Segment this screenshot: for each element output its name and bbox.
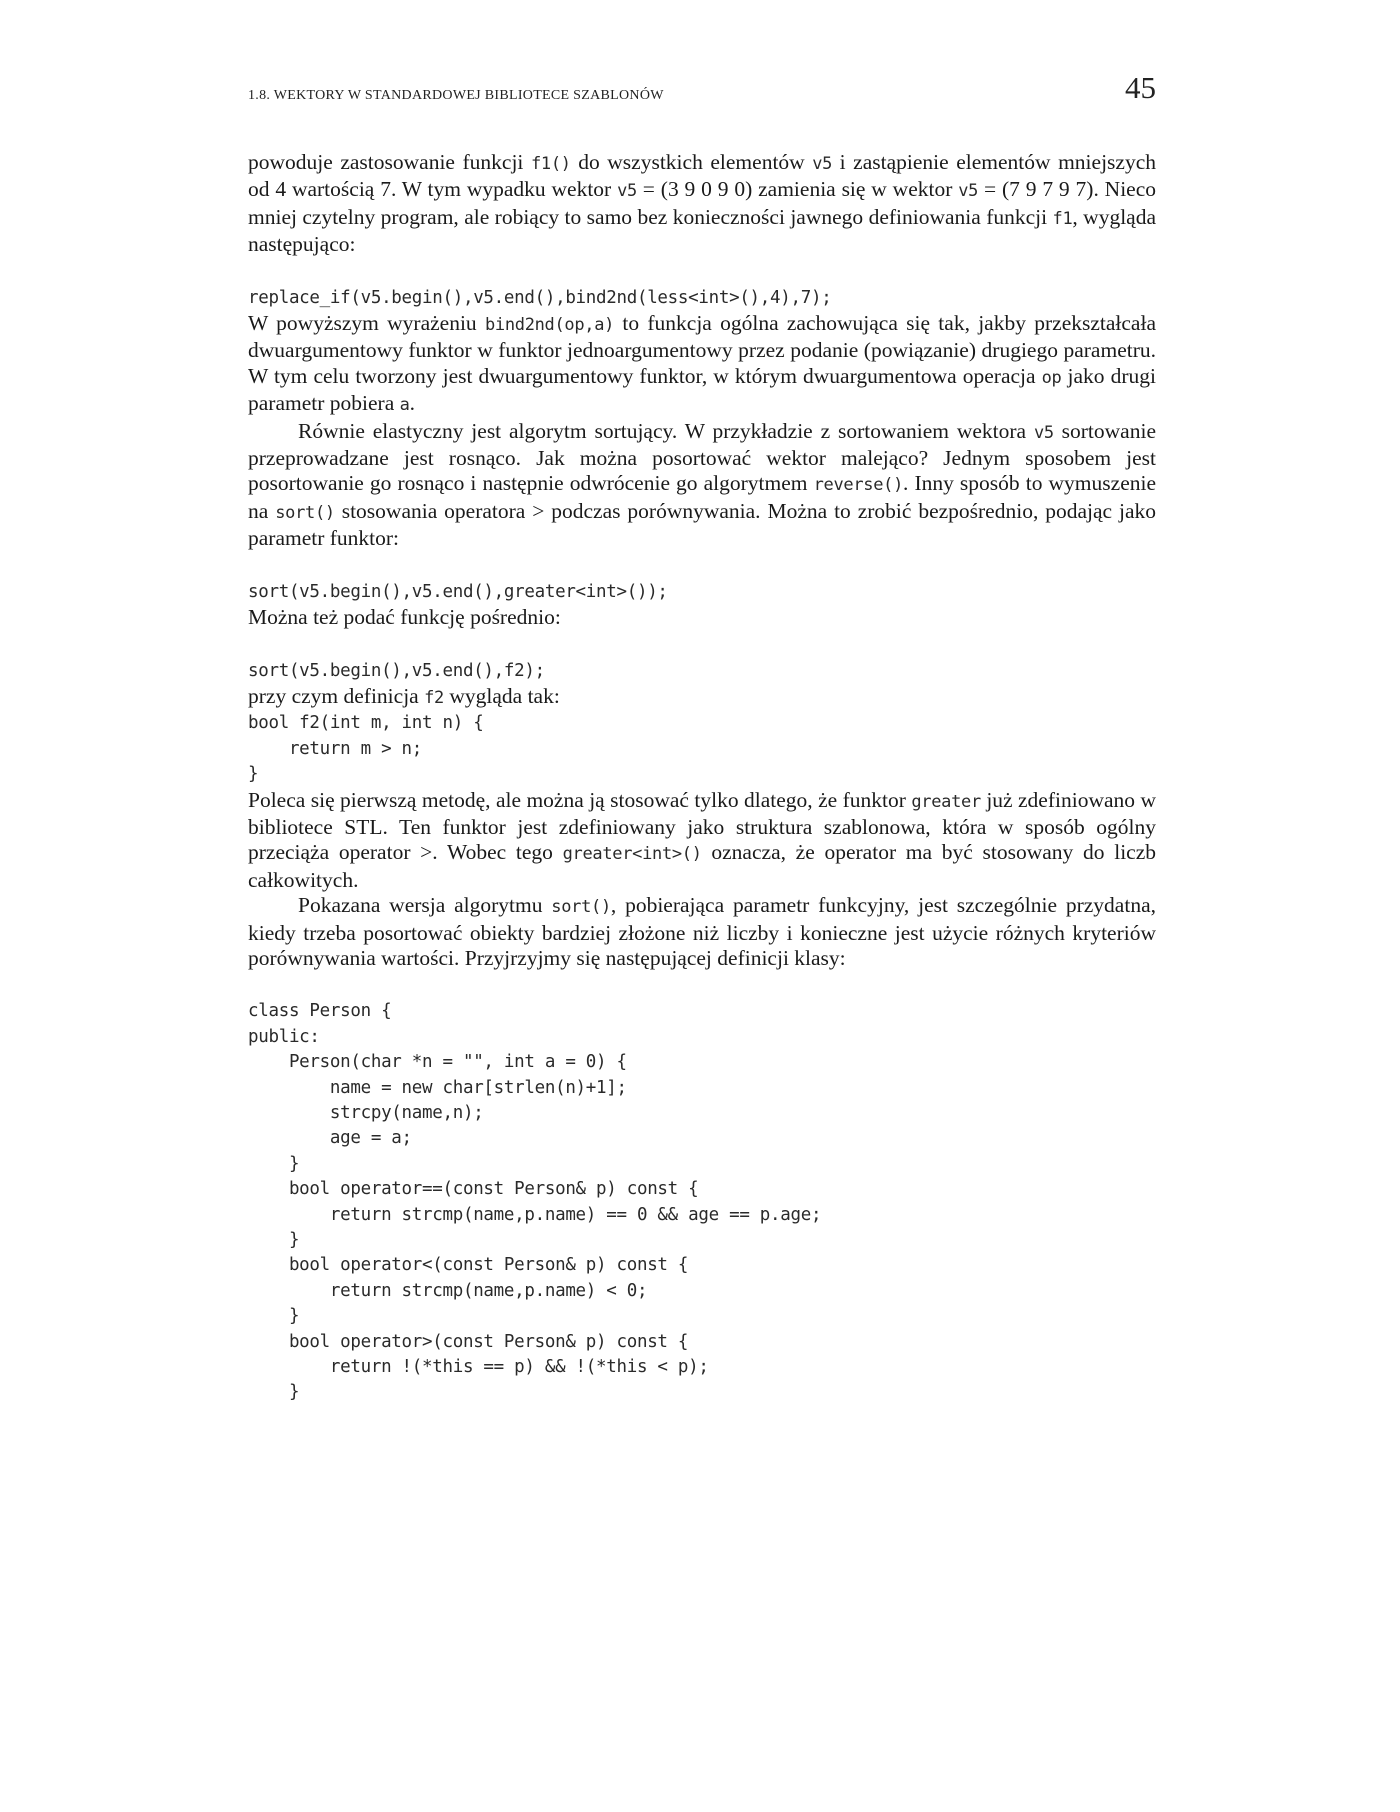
inline-code: v5 [617, 181, 637, 202]
code-block-sort-greater: sort(v5.begin(),v5.end(),greater<int>()); [248, 581, 668, 602]
inline-code: bind2nd(op,a) [484, 315, 615, 336]
inline-code: greater [911, 791, 981, 812]
inline-code: f2 [424, 687, 444, 708]
code-block-person-class: class Person { public: Person(char *n = "", int a = 0) { name = new char[strlen(n)+1]; strcpy(name,n); age = a; } bool operator==(const Person& p) const { return strcmp(name,p.name) == 0 && age == p.age; } bool operator<(const Person& p) const { return strcmp(name,p.name) < 0; } bool operator>(const Person& p) const { return !(*this == p) && !(*this < p); } [248, 1001, 822, 1403]
paragraph-2: W powyższym wyrażeniu bind2nd(op,a) to funkcja ogólna zachowująca się tak, jakby przekształcała dwuargumentowy funktor w funktor jednoargumentowy przez podanie (powiązanie) drugiego parametru. W tym celu tworzony jest dwuargumentowy funktor, w którym dwuargumentowa operacja op jako drugi parametr pobiera a. [248, 311, 1156, 416]
running-head: 1.8. WEKTORY W STANDARDOWEJ BIBLIOTECE SZABLONÓW [248, 88, 664, 103]
inline-code: v5 [1033, 422, 1054, 443]
inline-code: f1() [530, 154, 571, 174]
page-number: 45 [1125, 70, 1156, 105]
inline-code: v5 [812, 154, 833, 174]
inline-code: a [399, 395, 410, 416]
paragraph-1: powoduje zastosowanie funkcji f1() do wszystkich elementów v5 i zastąpienie elementów mniejszych od 4 wartością 7. W tym wypadku wektor v5 = (3 9 0 9 0) zamienia się w wektor v5 = (7 9 7 9 7). Nieco mniej czytelny program, ale robiący to samo bez konieczności jawnego definiowania funkcji f1, wygląda następująco: [248, 150, 1157, 257]
page-content [248, 150, 1156, 1406]
inline-code: reverse() [813, 475, 904, 496]
inline-code: op [1041, 367, 1062, 388]
inline-code: v5 [958, 181, 979, 202]
code-block-f2-definition: bool f2(int m, int n) { return m > n; } [248, 713, 484, 785]
paragraph-5: przy czym definicja f2 wygląda tak: [248, 683, 560, 708]
paragraph-3: Równie elastyczny jest algorytm sortujący. W przykładzie z sortowaniem wektora v5 sortowanie przeprowadzane jest rosnąco. Jak można posortować wektor malejąco? Jednym sposobem jest posortowanie go rosnąco i następnie odwrócenie go algorytmem reverse(). Inny sposób to wymuszenie na sort() stosowania operatora > podczas porównywania. Można to zrobić bezpośrednio, podając jako parametr funktor: [248, 418, 1156, 551]
paragraph-6: Poleca się pierwszą metodę, ale można ją stosować tylko dlatego, że funktor greater już zdefiniowano w bibliotece STL. Ten funktor jest zdefiniowany jako struktura szablonowa, która w sposób ogólny przeciąża operator >. Wobec tego greater<int>() oznacza, że operator ma być stosowany do liczb całkowitych. [248, 787, 1157, 892]
inline-code: greater<int>() [562, 844, 702, 865]
inline-code: f1 [1052, 208, 1073, 229]
code-block-sort-f2: sort(v5.begin(),v5.end(),f2); [248, 660, 545, 681]
code-block-replace-if: replace_if(v5.begin(),v5.end(),bind2nd(less<int>(),4),7); [248, 287, 832, 308]
inline-code: sort() [551, 897, 611, 918]
paragraph-7: Pokazana wersja algorytmu sort(), pobierająca parametr funkcyjny, jest szczególnie przydatna, kiedy trzeba posortować obiekty bardziej złożone niż liczby i konieczne jest użycie różnych kryteriów porównywania wartości. Przyjrzyjmy się następującej definicji klasy: [248, 893, 1156, 970]
paragraph-4: Można też podać funkcję pośrednio: [248, 605, 561, 630]
inline-code: sort() [275, 502, 335, 523]
